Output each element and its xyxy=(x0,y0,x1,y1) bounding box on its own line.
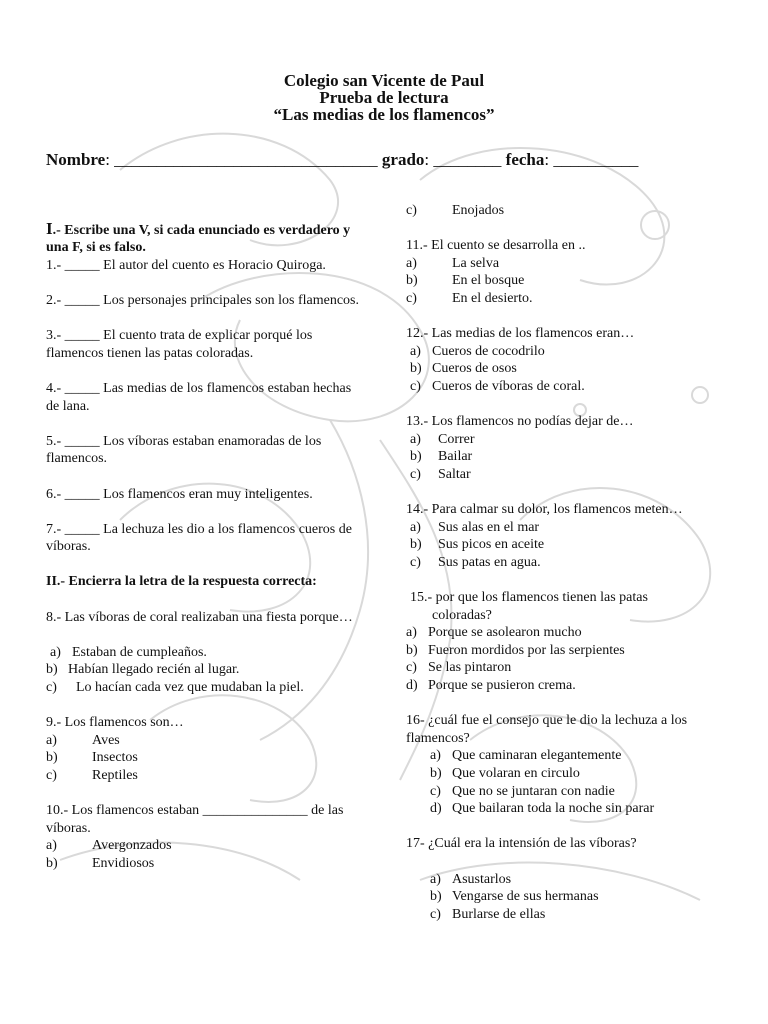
tf-item: 2.- _____ Los personajes principales son los flamencos. xyxy=(46,292,359,308)
option: c) Lo hacían cada vez que mudaban la piel. xyxy=(46,680,304,696)
option: a) Cueros de cocodrilo xyxy=(410,343,545,359)
option: a) Asustarlos xyxy=(430,871,512,887)
question-10: 10.- Los flamencos estaban _______________ de las víboras. xyxy=(46,803,344,836)
tf-item: 1.- _____ El autor del cuento es Horacio Quiroga. xyxy=(46,257,326,273)
tf-item: 4.- _____ Las medias de los flamencos estaban hechas de lana. xyxy=(46,380,352,414)
option: a) Porque se asolearon mucho xyxy=(406,625,582,641)
option: b) Vengarse de sus hermanas xyxy=(430,889,599,905)
option: b) Que volaran en circulo xyxy=(430,766,580,781)
story-title: “Las medias de los flamencos” xyxy=(273,105,495,124)
option: c) Cueros de víboras de coral. xyxy=(410,378,585,394)
option: c) Que no se juntaran con nadie xyxy=(430,783,615,799)
tf-item: 7.- _____ La lechuza les dio a los flamencos cueros de víboras. xyxy=(46,521,352,555)
left-column xyxy=(46,202,361,873)
option: a) La selva xyxy=(406,255,500,271)
question-8: 8.- Las víboras de coral realizaban una fiesta porque… xyxy=(46,609,353,625)
option: b) Sus picos en aceite xyxy=(410,537,545,553)
option: b) Fueron mordidos por las serpientes xyxy=(406,642,625,658)
option: a) Aves xyxy=(46,732,120,748)
section1-title: I.- Escribe una V, si cada enunciado es verdadero y una F, si es falso. xyxy=(46,218,351,256)
question-15: 15.- por que los flamencos tienen las patas xyxy=(410,590,648,606)
question-16: 16- ¿cuál fue el consejo que le dio la lechuza a los flamencos? xyxy=(406,713,688,746)
right-column xyxy=(406,202,736,923)
school-name: Colegio san Vicente de Paul xyxy=(283,71,485,90)
section2-title: II.- Encierra la letra de la respuesta correcta: xyxy=(46,574,317,590)
option: c) Enojados xyxy=(406,203,505,218)
option: b) Habían llegado recién al lugar. xyxy=(46,662,240,678)
option: c) Se las pintaron xyxy=(406,660,512,676)
student-info-row xyxy=(46,150,638,170)
question-15-continued: coloradas? xyxy=(432,607,492,623)
option: c) Saltar xyxy=(410,466,471,482)
option: b) Cueros de osos xyxy=(410,361,517,377)
test-title: Prueba de lectura xyxy=(319,88,449,107)
date-blank: : __________ xyxy=(544,150,639,169)
option: a) Estaban de cumpleaños. xyxy=(50,644,207,660)
option: a) Correr xyxy=(410,431,475,447)
question-11: 11.- El cuento se desarrolla en .. xyxy=(406,238,586,254)
option: a) Que caminaran elegantemente xyxy=(430,748,622,764)
option: b) Insectos xyxy=(46,750,138,766)
name-label: Nombre xyxy=(46,150,106,169)
option: c) En el desierto. xyxy=(406,290,533,306)
option: a) Avergonzados xyxy=(46,838,172,854)
date-label: fecha xyxy=(505,150,545,169)
tf-item: 3.- _____ El cuento trata de explicar porqué los flamencos tienen las patas coloradas. xyxy=(46,328,313,361)
header xyxy=(0,72,768,123)
option: d) Porque se pusieron crema. xyxy=(406,678,576,694)
grade-blank: : ________ xyxy=(424,150,506,169)
tf-item: 6.- _____ Los flamencos eran muy inteligentes. xyxy=(46,486,313,502)
question-14: 14.- Para calmar su dolor, los flamencos meten… xyxy=(406,502,683,518)
option: b) Envidiosos xyxy=(46,855,155,871)
name-blank: : _______________________________ xyxy=(105,150,382,169)
question-13: 13.- Los flamencos no podías dejar de… xyxy=(406,414,634,430)
question-17: 17- ¿Cuál era la intensión de las víboras? xyxy=(406,836,637,852)
grade-label: grado xyxy=(381,150,425,169)
option: a) Sus alas en el mar xyxy=(410,519,540,535)
question-9: 9.- Los flamencos son… xyxy=(46,715,184,731)
option: b) En el bosque xyxy=(406,273,525,289)
option: d) Que bailaran toda la noche sin parar xyxy=(430,801,655,817)
option: c) Sus patas en agua. xyxy=(410,554,541,570)
option: c) Reptiles xyxy=(46,768,138,783)
option: b) Bailar xyxy=(410,449,473,465)
tf-item: 5.- _____ Los víboras estaban enamoradas de los flamencos. xyxy=(46,433,322,467)
option: c) Burlarse de ellas xyxy=(430,906,546,922)
question-12: 12.- Las medias de los flamencos eran… xyxy=(406,326,635,342)
